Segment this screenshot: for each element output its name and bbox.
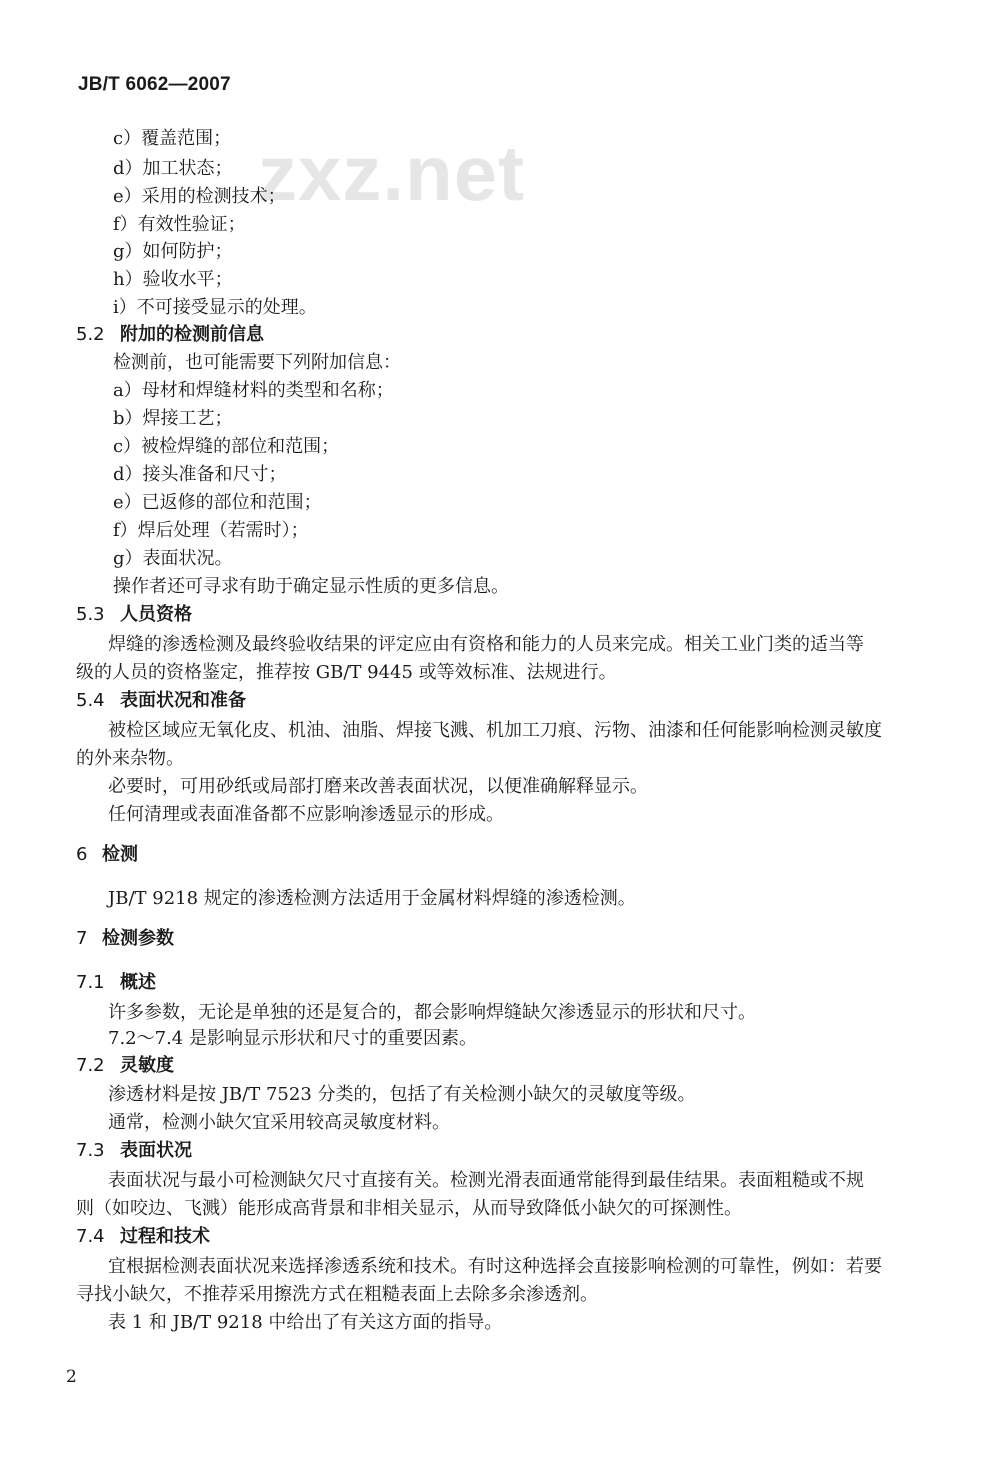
paragraph: 宜根据检测表面状况来选择渗透系统和技术。有时这种选择会直接影响检测的可靠性，例如：若要	[108, 1256, 882, 1277]
paragraph-continuation: 级的人员的资格鉴定，推荐按 GB/T 9445 或等效标准、法规进行。	[76, 662, 617, 683]
section-number: 7.4	[76, 1226, 105, 1247]
section-title: 附加的检测前信息	[120, 324, 264, 345]
document-code: JB/T 6062—2007	[78, 74, 231, 95]
section-heading-7-3	[76, 1142, 192, 1160]
section-heading-7-2	[76, 1057, 174, 1075]
list-item: b）焊接工艺；	[113, 408, 233, 429]
section-heading-6	[76, 846, 138, 864]
section-title: 检测参数	[102, 928, 174, 949]
list-item: f）有效性验证；	[113, 214, 246, 235]
paragraph: 任何清理或表面准备都不应影响渗透显示的形成。	[108, 804, 504, 825]
paragraph: 7.2～7.4 是影响显示形状和尺寸的重要因素。	[108, 1028, 477, 1049]
paragraph: 必要时，可用砂纸或局部打磨来改善表面状况，以便准确解释显示。	[108, 776, 648, 797]
section-title: 表面状况	[120, 1140, 192, 1161]
paragraph-continuation: 寻找小缺欠，不推荐采用擦洗方式在粗糙表面上去除多余渗透剂。	[76, 1284, 598, 1305]
list-item: f）焊后处理（若需时）；	[113, 520, 309, 541]
page-number: 2	[66, 1367, 77, 1387]
section-heading-7	[76, 930, 174, 948]
list-item: g）表面状况。	[113, 548, 233, 569]
section-title: 表面状况和准备	[120, 690, 246, 711]
paragraph-continuation: 的外来杂物。	[76, 748, 184, 769]
section-heading-5-3	[76, 606, 192, 624]
list-item: g）如何防护；	[113, 241, 233, 262]
list-item: h）验收水平；	[113, 269, 233, 290]
section-number: 7.3	[76, 1140, 105, 1161]
section-heading-5-2	[76, 326, 264, 344]
section-number: 5.3	[76, 604, 105, 625]
section-title: 概述	[120, 972, 156, 993]
paragraph: 检测前，也可能需要下列附加信息：	[113, 352, 401, 373]
paragraph: 焊缝的渗透检测及最终验收结果的评定应由有资格和能力的人员来完成。相关工业门类的适当等	[108, 634, 864, 655]
paragraph: 表面状况与最小可检测缺欠尺寸直接有关。检测光滑表面通常能得到最佳结果。表面粗糙或不规	[108, 1170, 864, 1191]
paragraph: JB/T 9218 规定的渗透检测方法适用于金属材料焊缝的渗透检测。	[108, 888, 636, 909]
section-title: 人员资格	[120, 604, 192, 625]
paragraph: 被检区域应无氧化皮、机油、油脂、焊接飞溅、机加工刀痕、污物、油漆和任何能影响检测灵敏度	[108, 720, 882, 741]
section-title: 检测	[102, 844, 138, 865]
list-item: i）不可接受显示的处理。	[113, 297, 317, 318]
section-number: 7.1	[76, 972, 105, 993]
section-heading-5-4	[76, 692, 246, 710]
section-number: 6	[76, 844, 88, 865]
paragraph: 许多参数，无论是单独的还是复合的，都会影响焊缝缺欠渗透显示的形状和尺寸。	[108, 1002, 756, 1023]
section-number: 7.2	[76, 1055, 105, 1076]
paragraph: 渗透材料是按 JB/T 7523 分类的，包括了有关检测小缺欠的灵敏度等级。	[108, 1084, 696, 1105]
list-item: c）覆盖范围；	[113, 128, 232, 149]
section-title: 灵敏度	[120, 1055, 174, 1076]
paragraph: 操作者还可寻求有助于确定显示性质的更多信息。	[113, 576, 509, 597]
section-heading-7-1	[76, 974, 156, 992]
paragraph-continuation: 则（如咬边、飞溅）能形成高背景和非相关显示，从而导致降低小缺欠的可探测性。	[76, 1198, 742, 1219]
section-number: 5.2	[76, 324, 105, 345]
paragraph: 通常，检测小缺欠宜采用较高灵敏度材料。	[108, 1112, 450, 1133]
list-item: e）采用的检测技术；	[113, 186, 286, 207]
list-item: e）已返修的部位和范围；	[113, 492, 322, 513]
list-item: c）被检焊缝的部位和范围；	[113, 436, 340, 457]
list-item: d）接头准备和尺寸；	[113, 464, 287, 485]
list-item: a）母材和焊缝材料的类型和名称；	[113, 380, 394, 401]
section-number: 7	[76, 928, 88, 949]
list-item: d）加工状态；	[113, 158, 233, 179]
section-title: 过程和技术	[120, 1226, 210, 1247]
paragraph: 表 1 和 JB/T 9218 中给出了有关这方面的指导。	[108, 1312, 503, 1333]
watermark-text: zxz.net	[258, 129, 526, 217]
section-heading-7-4	[76, 1228, 210, 1246]
section-number: 5.4	[76, 690, 105, 711]
